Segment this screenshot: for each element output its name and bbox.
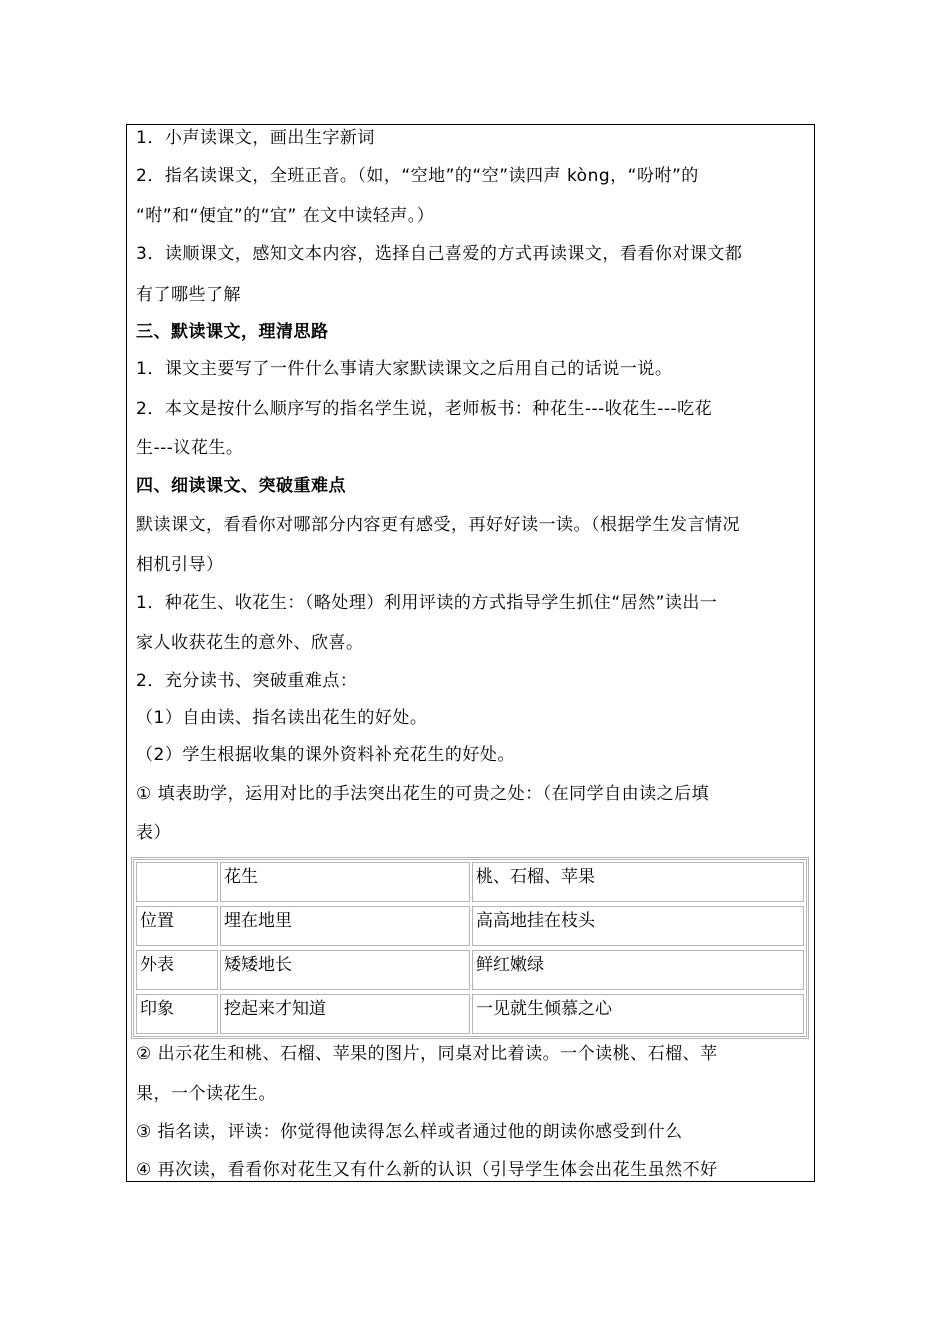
section-heading: 四、细读课文、突破重难点 xyxy=(136,476,346,496)
text-line: “咐”和“便宜”的“宜” 在文中读轻声。） xyxy=(136,206,435,226)
text-line: ② 出示花生和桃、石榴、苹果的图片，同桌对比着读。一个读桃、石榴、苹 xyxy=(136,1044,718,1064)
text-line: 有了哪些了解 xyxy=(136,285,241,305)
section-heading: 三、默读课文，理清思路 xyxy=(136,322,329,342)
table-cell: 花生 xyxy=(220,862,470,902)
text-line: 家人收获花生的意外、欣喜。 xyxy=(136,633,364,653)
text-line: （1）自由读、指名读出花生的好处。 xyxy=(136,708,428,728)
text-line: 1．小声读课文，画出生字新词 xyxy=(136,128,375,148)
table-header-row xyxy=(134,860,806,904)
table-cell: 高高地挂在枝头 xyxy=(472,906,804,946)
table-cell xyxy=(136,862,218,902)
text-line: 2．充分读书、突破重难点： xyxy=(136,671,358,691)
table-cell: 埋在地里 xyxy=(220,906,470,946)
table-cell: 鲜红嫩绿 xyxy=(472,950,804,990)
text-line: 生---议花生。 xyxy=(136,438,244,458)
comparison-table xyxy=(131,857,809,1039)
table-cell: 位置 xyxy=(136,906,218,946)
text-line: 1．课文主要写了一件什么事请大家默读课文之后用自己的话说一说。 xyxy=(136,359,673,379)
table-cell: 矮矮地长 xyxy=(220,950,470,990)
text-line: 相机引导） xyxy=(136,555,224,575)
table-cell: 印象 xyxy=(136,994,218,1034)
text-line: 3．读顺课文，感知文本内容，选择自己喜爱的方式再读课文，看看你对课文都 xyxy=(136,244,743,264)
text-line: 表） xyxy=(136,823,171,843)
text-line: （2）学生根据收集的课外资料补充花生的好处。 xyxy=(136,745,515,765)
text-line: ③ 指名读，评读：你觉得他读得怎么样或者通过他的朗读你感受到什么 xyxy=(136,1122,683,1142)
text-line: 2．指名读课文，全班正音。（如，“空地”的“空”读四声 kòng，“吩咐”的 xyxy=(136,166,699,186)
table-cell: 挖起来才知道 xyxy=(220,994,470,1034)
table-row xyxy=(134,904,806,948)
text-line: 果，一个读花生。 xyxy=(136,1084,276,1104)
text-line: ④ 再次读，看看你对花生又有什么新的认识（引导学生体会出花生虽然不好 xyxy=(136,1160,718,1180)
table-row xyxy=(134,948,806,992)
table-cell: 桃、石榴、苹果 xyxy=(472,862,804,902)
table-cell: 一见就生倾慕之心 xyxy=(472,994,804,1034)
table-row xyxy=(134,992,806,1036)
text-line: 1．种花生、收花生：（略处理）利用评读的方式指导学生抓住“居然”读出一 xyxy=(136,593,718,613)
text-line: 2．本文是按什么顺序写的指名学生说，老师板书：种花生---收花生---吃花 xyxy=(136,399,713,419)
text-line: 默读课文，看看你对哪部分内容更有感受，再好好读一读。（根据学生发言情况 xyxy=(136,515,740,535)
table-cell: 外表 xyxy=(136,950,218,990)
text-line: ① 填表助学，运用对比的手法突出花生的可贵之处：（在同学自由读之后填 xyxy=(136,784,710,804)
